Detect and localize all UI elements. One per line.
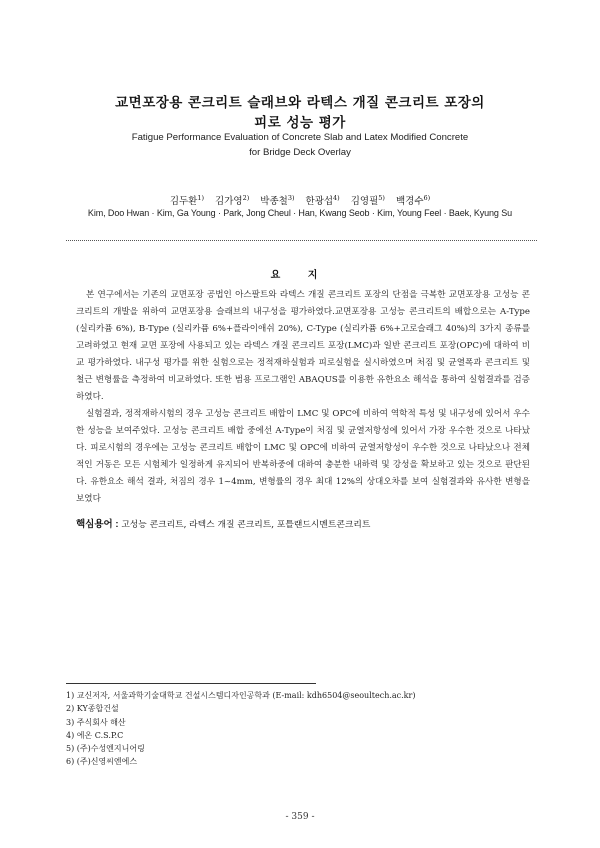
title-korean-line1: 교면포장용 콘크리트 슬래브와 라텍스 개질 콘크리트 포장의 xyxy=(115,95,485,111)
author: 김영필$^{5)}$ xyxy=(350,193,385,207)
footnotes xyxy=(66,689,546,769)
footnote: 3) 주식회사 해산 xyxy=(66,717,126,727)
footnote: 2) KY종합건설 xyxy=(66,704,119,714)
author: 김두환$^{1)}$ xyxy=(169,193,205,207)
author: 박종철$^{3)}$ xyxy=(260,193,295,207)
footnote: 1) 교신저자, 서울과학기술대학교 건설시스템디자인공학과 (E-mail: kdh6504@seoultech.ac.kr) xyxy=(66,691,416,700)
title-korean-line2: 피로 성능 평가 xyxy=(254,115,346,131)
abstract-heading: 요 지 xyxy=(270,270,330,281)
author: 한광섭$^{4)}$ xyxy=(305,193,340,207)
footnote: 5) (주)수성엔지니어링 xyxy=(66,744,145,754)
footnote: 6) (주)신영씨엔에스 xyxy=(66,757,138,767)
author: 김가영$^{2)}$ xyxy=(215,193,250,207)
title-english-line1: Fatigue Performance Evaluation of Concrete Slab and Latex Modified Concrete xyxy=(131,132,469,143)
title-english-line2: for Bridge Deck Overlay xyxy=(249,147,351,158)
author: 백경수$^{6)}$ xyxy=(395,193,431,207)
keywords xyxy=(76,516,536,530)
keywords-text: 고성능 콘크리트, 라텍스 개질 콘크리트, 포틀랜드시멘트콘크리트 xyxy=(121,520,371,530)
keywords-label: 핵심용어 : xyxy=(76,519,119,530)
abstract-paragraph-2: 실험결과, 정적재하시험의 경우 고성능 콘크리트 배합이 LMC 및 OPC에 비하여 역학적 특성 및 내구성에 있어서 우수한 성능을 보여주었다. 고성능 콘크리트 배합 중에선 A-Type이 처짐 및 균열저항성에 있어서 가장 우수한 것으로 나타났다. 피로시험의 경우에는 고성능 콘크리트 배합이 LMC 및 OPC에 비하여 균열저항성이 우수한 것으로 나타났으나 전체적인 거동은 모든 시험체가 일정하게 유지되어 반복하중에 대하여 충분한 내하력 및 강성을 확보하고 있는 것으로 판단된다. 유한요소 해석 결과, 처짐의 경우 1~4mm, 변형률의 경우 최대 12%의 상대오차를 보여 실험결과와 유사한 변형을 보였다 xyxy=(76,409,530,504)
page-number: - 359 - xyxy=(285,812,315,822)
abstract-paragraph-1: 본 연구에서는 기존의 교면포장 공법인 아스팔트와 라텍스 개질 콘크리트 포장의 단점을 극복한 교면포장용 고성능 콘크리트의 개발을 위하여 교면포장용 슬래브의 내구성을 평가하였다.교면포장용 고성능 콘크리트의 배합으로는 A-Type (실리카퓸 6%), B-Type (실리카퓸 6%+플라이애쉬 20%), C-Type (실리카퓸 6%+고로슬래그 40%)의 3가지 종류를 고려하였고 현재 교면 포장에 사용되고 있는 라텍스 개질 콘크리트 포장(LMC)과 일반 콘크리트 포장(OPC)에 대하여 비교 평가하였다. 내구성 평가를 위한 실험으로는 정적재하실험과 피로실험을 실시하였으며 처짐 및 균열폭과 콘크리트 및 철근 변형률을 측정하여 비교하였다. 또한 범용 프로그램인 ABAQUS를 이용한 유한요소 해석을 통하여 실험결과를 검증하였다. xyxy=(76,290,530,402)
footnote-divider xyxy=(66,683,316,684)
dotted-divider xyxy=(66,240,537,241)
authors-korean xyxy=(0,193,600,207)
authors-english: Kim, Doo Hwan · Kim, Ga Young · Park, Jong Cheul · Han, Kwang Seob · Kim, Young Feel · Baek, Kyung Su xyxy=(87,208,513,218)
footnote: 4) 에온 C.S.P.C xyxy=(66,730,124,740)
